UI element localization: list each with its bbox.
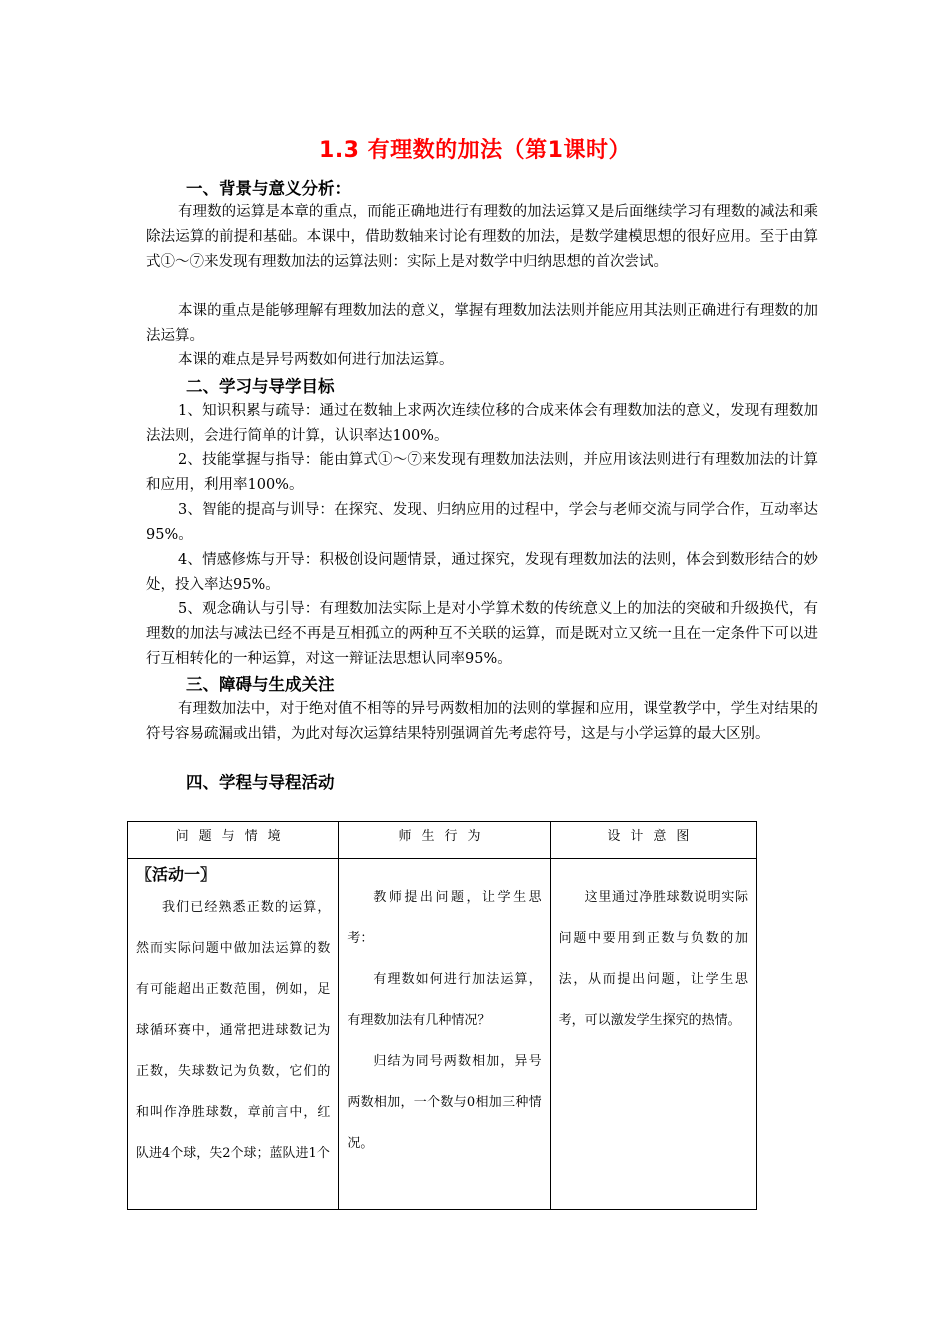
paragraph: 本课的难点是异号两数如何进行加法运算。 [178, 352, 454, 368]
table-cell-behavior [339, 859, 550, 1210]
table-header: 师生行为 [339, 822, 550, 859]
table-cell-intent [550, 859, 756, 1210]
activity-table [127, 821, 757, 1210]
paragraph: 有理数的运算是本章的重点，而能正确地进行有理数的加法运算又是后面继续学习有理数的减法和乘除法运算的前提和基础。本课中，借助数轴来讨论有理数的加法，是数学建模思想的很好应用。至于由算式①～⑦来发现有理数加法的运算法则：实际上是对数学中归纳思想的首次尝试。 [146, 204, 818, 270]
paragraph: 4、情感修炼与开导：积极创设问题情景，通过探究，发现有理数加法的法则，体会到数形结合的妙处，投入率达95%。 [146, 552, 818, 593]
table-cell-situation [128, 859, 339, 1210]
table-header-row [128, 822, 757, 859]
situation-text: 我们已经熟悉正数的运算，然而实际问题中做加法运算的数有可能超出正数范围，例如，足球循环赛中，通常把进球数记为正数，失球数记为负数，它们的和叫作净胜球数，章前言中，红队进4个球，失2个球；蓝队进1个 [136, 900, 331, 1161]
section-heading-obstacles: 三、障碍与生成关注 [186, 675, 335, 694]
behavior-text: 归结为同号两数相加，异号两数相加，一个数与0相加三种情况。 [347, 1054, 542, 1151]
table-header: 设计意图 [550, 822, 756, 859]
intent-text: 这里通过净胜球数说明实际问题中要用到正数与负数的加法，从而提出问题，让学生思考，可以激发学生探究的热情。 [558, 890, 748, 1028]
behavior-text: 有理数如何进行加法运算，有理数加法有几种情况？ [347, 972, 542, 1028]
paragraph: 3、智能的提高与训导：在探究、发现、归纳应用的过程中，学会与老师交流与同学合作，互动率达95%。 [146, 502, 818, 543]
document-title: 1.3 有理数的加法（第1课时） [319, 138, 631, 163]
paragraph: 1、知识积累与疏导：通过在数轴上求两次连续位移的合成来体会有理数加法的意义，发现有理数加法法则，会进行简单的计算，认识率达100%。 [146, 403, 818, 444]
behavior-text: 教师提出问题，让学生思考： [347, 890, 542, 946]
section-heading-background: 一、背景与意义分析： [186, 179, 351, 198]
paragraph: 5、观念确认与引导：有理数加法实际上是对小学算术数的传统意义上的加法的突破和升级换代，有理数的加法与减法已经不再是互相孤立的两种互不关联的运算，而是既对立又统一且在一定条件下可以进行互相转化的一种运算，对这一辩证法思想认同率95%。 [146, 601, 818, 667]
table-row [128, 859, 757, 1210]
paragraph: 本课的重点是能够理解有理数加法的意义，掌握有理数加法法则并能应用其法则正确进行有理数的加法运算。 [146, 303, 818, 344]
paragraph: 有理数加法中，对于绝对值不相等的异号两数相加的法则的掌握和应用，课堂教学中，学生对结果的符号容易疏漏或出错，为此对每次运算结果特别强调首先考虑符号，这是与小学运算的最大区别。 [146, 701, 818, 742]
table-header: 问题与情境 [128, 822, 339, 859]
section-heading-goals: 二、学习与导学目标 [186, 377, 335, 396]
activity-title: 〖活动一〗 [136, 865, 217, 884]
paragraph: 2、技能掌握与指导：能由算式①～⑦来发现有理数加法法则，并应用该法则进行有理数加法的计算和应用，利用率100%。 [146, 452, 818, 493]
section-heading-activities: 四、学程与导程活动 [186, 773, 335, 792]
